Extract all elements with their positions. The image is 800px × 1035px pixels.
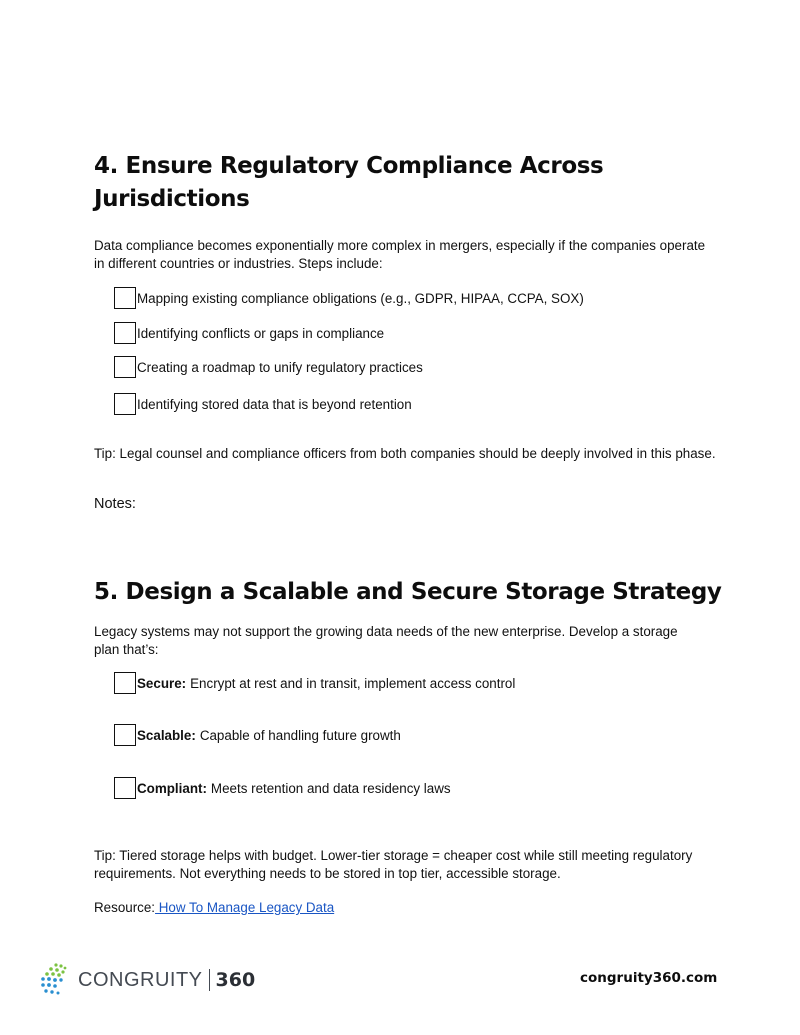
logo-word: CONGRUITY (78, 968, 203, 991)
checkbox[interactable] (114, 322, 136, 344)
checkbox[interactable] (114, 356, 136, 378)
checklist-item-term: Compliant: (137, 780, 207, 796)
section-5-heading: 5. Design a Scalable and Secure Storage Strategy (94, 579, 722, 605)
website-url: congruity360.com (580, 970, 718, 986)
heading-line-1: 4. Ensure Regulatory Compliance Across (94, 153, 604, 179)
notes-label: Notes: (94, 496, 136, 512)
checkbox[interactable] (114, 287, 136, 309)
section-4-intro: Data compliance becomes exponentially more complex in mergers, especially if the companies operate in different countries or industries. Steps include: (94, 238, 706, 271)
checklist-item-term: Secure: (137, 675, 187, 691)
logo-mark-icon (38, 962, 72, 998)
checklist-item-label: Identifying conflicts or gaps in compliance (137, 325, 385, 341)
checkbox[interactable] (114, 393, 136, 415)
checklist-item[interactable] (114, 776, 451, 800)
section-4-tip: Tip: Legal counsel and compliance officers from both companies should be deeply involved in this phase. (94, 446, 716, 461)
resource-line (94, 899, 714, 917)
checklist-item[interactable] (114, 355, 423, 379)
checklist-item[interactable] (114, 286, 584, 310)
section-5-tip: Tip: Tiered storage helps with budget. Lower-tier storage = cheaper cost while still meeting regulatory requirements. Not everything needs to be stored in top tier, accessible storage. (94, 848, 693, 881)
checklist-item[interactable] (114, 392, 412, 416)
section-4-heading (94, 150, 654, 216)
company-logo (38, 962, 255, 998)
checklist-item[interactable] (114, 671, 515, 695)
checklist-item[interactable] (114, 723, 401, 747)
checklist-item-label: Mapping existing compliance obligations (e.g., GDPR, HIPAA, CCPA, SOX) (137, 290, 584, 306)
section-5-intro: Legacy systems may not support the growing data needs of the new enterprise. Develop a storage plan that’s: (94, 624, 678, 657)
checkbox[interactable] (114, 777, 136, 799)
checklist-item-label: Identifying stored data that is beyond retention (137, 396, 412, 412)
checklist-item-label: Capable of handling future growth (199, 727, 401, 743)
checkbox[interactable] (114, 672, 136, 694)
heading-line-2: Jurisdictions (94, 186, 250, 212)
checklist-item-label: Meets retention and data residency laws (210, 780, 451, 796)
checklist-item-term: Scalable: (137, 727, 196, 743)
resource-label: Resource: (94, 900, 156, 915)
checklist-item-label: Encrypt at rest and in transit, implement access control (190, 675, 516, 691)
logo-divider (209, 969, 210, 991)
legacy-data-link[interactable]: How To Manage Legacy Data (155, 900, 335, 915)
checkbox[interactable] (114, 724, 136, 746)
logo-number: 360 (215, 969, 256, 991)
checklist-item[interactable] (114, 321, 384, 345)
checklist-item-label: Creating a roadmap to unify regulatory practices (137, 359, 423, 375)
